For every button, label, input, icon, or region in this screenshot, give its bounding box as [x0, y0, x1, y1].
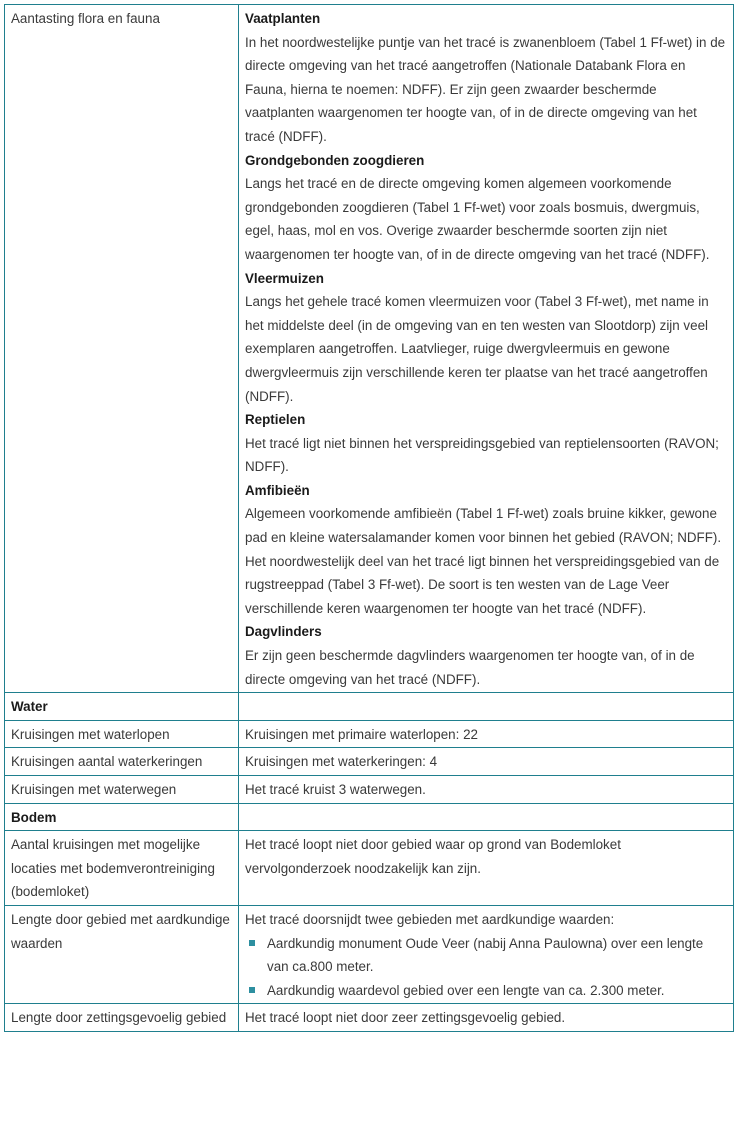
- subsection-vleermuizen: [245, 267, 727, 409]
- paragraph: Het noordwestelijk deel van het tracé ligt binnen het verspreidingsgebied van de rugstreeppad (Tabel 3 Ff-wet). De soort is ten westen van de Lage Veer verschillende keren waargenomen ter hoogte van het tracé (NDFF).: [245, 553, 720, 616]
- subsection-title: Vaatplanten: [245, 11, 321, 26]
- table-row: [5, 720, 734, 748]
- table-row: [5, 748, 734, 776]
- subsection-title: Reptielen: [245, 412, 306, 428]
- bullet-item: [245, 932, 727, 979]
- row-label: Kruisingen aantal waterkeringen: [5, 748, 239, 776]
- paragraph: Algemeen voorkomende amfibieën (Tabel 1 Ff-wet) zoals bruine kikker, gewone pad en kleine watersalamander komen voor binnen het gebied (RAVON; NDFF).: [245, 506, 722, 546]
- empty-cell: [239, 803, 734, 831]
- table-row: [5, 831, 734, 906]
- row-value: Het tracé doorsnijdt twee gebieden met aardkundige waarden:: [245, 911, 615, 927]
- empty-cell: [239, 693, 734, 721]
- row-value: Kruisingen met primaire waterlopen: 22: [239, 720, 734, 748]
- square-bullet-icon: [249, 987, 255, 993]
- subsection-amfibieen: [245, 479, 727, 621]
- subsection-title: Dagvlinders: [245, 624, 322, 640]
- section-header-row-bodem: [5, 803, 734, 831]
- row-value-cell: [239, 5, 734, 693]
- section-header: Water: [5, 693, 239, 721]
- table-row: [5, 905, 734, 1003]
- row-value: Het tracé loopt niet door zeer zettingsgevoelig gebied.: [239, 1004, 734, 1032]
- row-value-cell: [239, 905, 734, 1003]
- subsection-grondgebonden-zoogdieren: [245, 149, 727, 267]
- section-header-row-water: [5, 693, 734, 721]
- bullet-item: [245, 979, 727, 1003]
- paragraph: In het noordwestelijke puntje van het tracé is zwanenbloem (Tabel 1 Ff-wet) in de directe omgeving van het tracé aangetroffen (Nationale Databank Flora en Fauna, hierna te noemen: NDFF). Er zijn geen zwaarder beschermde vaatplanten waargenomen ter hoogte van, of in de directe omgeving van het tracé (NDFF).: [245, 34, 726, 144]
- paragraph: Het tracé ligt niet binnen het verspreidingsgebied van reptielensoorten (RAVON; NDFF).: [245, 435, 719, 475]
- row-label: Kruisingen met waterlopen: [5, 720, 239, 748]
- row-value: Het tracé kruist 3 waterwegen.: [239, 776, 734, 804]
- row-label: Aantal kruisingen met mogelijke locaties met bodemverontreiniging (bodemloket): [5, 831, 239, 906]
- section-header: Bodem: [5, 803, 239, 831]
- row-label: Aantasting flora en fauna: [11, 11, 160, 26]
- subsection-reptielen: [245, 408, 727, 479]
- row-label: Kruisingen met waterwegen: [5, 776, 239, 804]
- bullet-list: [245, 932, 727, 1003]
- subsection-dagvlinders: [245, 620, 727, 691]
- table-row-flora-fauna: [5, 5, 734, 693]
- paragraph: Langs het gehele tracé komen vleermuizen voor (Tabel 3 Ff-wet), met name in het middelste deel (in de omgeving van en ten westen van Slootdorp) zijn veel exemplaren aangetroffen. Laatvlieger, ruige dwergvleermuis en gewone dwergvleermuis zijn verschillende keren ter plaatse van het tracé aangetroffen (NDFF).: [245, 294, 709, 404]
- paragraph: Er zijn geen beschermde dagvlinders waargenomen ter hoogte van, of in de directe omgeving van het tracé (NDFF).: [245, 648, 695, 687]
- row-label: Lengte door gebied met aardkundige waarden: [5, 905, 239, 1003]
- row-value: Kruisingen met waterkeringen: 4: [239, 748, 734, 776]
- square-bullet-icon: [249, 940, 255, 946]
- row-label: Lengte door zettingsgevoelig gebied: [5, 1004, 239, 1032]
- row-value: Het tracé loopt niet door gebied waar op grond van Bodemloket vervolgonderzoek noodzakelijk kan zijn.: [239, 831, 734, 906]
- subsection-title: Amfibieën: [245, 482, 310, 498]
- bullet-text: Aardkundig monument Oude Veer (nabij Anna Paulowna) over een lengte van ca.800 meter.: [267, 935, 704, 975]
- subsection-title: Vleermuizen: [245, 270, 324, 286]
- subsection-title: Grondgebonden zoogdieren: [245, 152, 425, 168]
- table-row: [5, 776, 734, 804]
- paragraph: Langs het tracé en de directe omgeving komen algemeen voorkomende grondgebonden zoogdieren (Tabel 1 Ff-wet) voor zoals bosmuis, dwergmuis, egel, haas, mol en vos. Overige zwaarder beschermde soorten zijn niet waargenomen ter hoogte van, of in de directe omgeving van het tracé (NDFF).: [245, 176, 710, 262]
- criteria-table: [4, 4, 734, 1032]
- table-row: [5, 1004, 734, 1032]
- row-label-cell: [5, 5, 239, 693]
- subsection-vaatplanten: [245, 7, 727, 149]
- bullet-text: Aardkundig waardevol gebied over een lengte van ca. 2.300 meter.: [267, 982, 665, 998]
